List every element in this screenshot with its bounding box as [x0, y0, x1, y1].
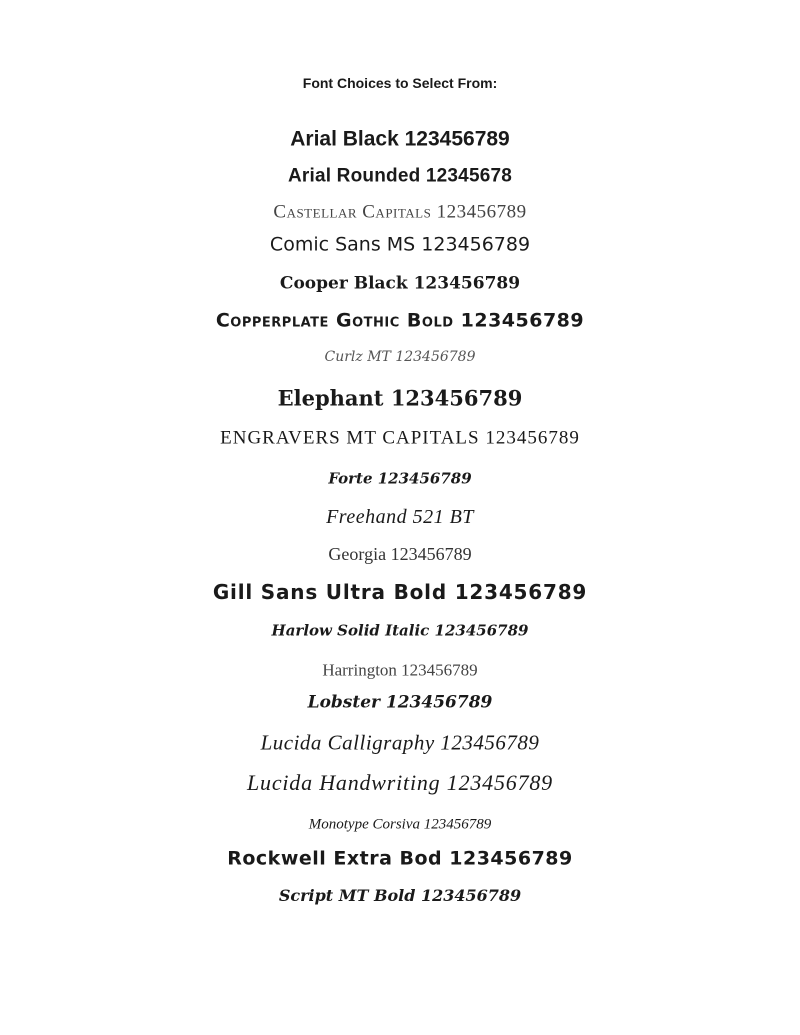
font-sample-lobster: Lobster 123456789	[307, 692, 493, 713]
font-sample-harlow-solid-italic: Harlow Solid Italic 123456789	[271, 621, 529, 640]
font-sample-curlz: Curlz MT 123456789	[324, 349, 476, 365]
font-sample-comic-sans: Comic Sans MS 123456789	[269, 233, 531, 256]
font-sample-harrington: Harrington 123456789	[322, 660, 478, 680]
page-title: Font Choices to Select From:	[302, 75, 498, 91]
font-sample-forte: Forte 123456789	[328, 469, 472, 488]
font-sample-freehand: Freehand 521 BT	[326, 506, 474, 528]
font-sample-script-mt-bold: Script MT Bold 123456789	[278, 886, 522, 905]
font-sample-cooper-black: Cooper Black 123456789	[279, 273, 521, 294]
font-sample-monotype-corsiva: Monotype Corsiva 123456789	[308, 816, 492, 833]
font-sample-arial-black: Arial Black 123456789	[290, 127, 510, 151]
font-sample-elephant: Elephant 123456789	[277, 385, 523, 411]
font-sample-georgia: Georgia 123456789	[328, 544, 472, 564]
font-sample-engravers: ENGRAVERS MT CAPITALS 123456789	[220, 427, 580, 449]
font-sample-copperplate-gothic: Copperplate Gothic Bold 123456789	[215, 309, 585, 332]
font-sample-lucida-calligraphy: Lucida Calligraphy 123456789	[260, 730, 540, 755]
font-sample-castellar: Castellar Capitals 123456789	[273, 201, 527, 223]
font-sample-gill-sans-ultra-bold: Gill Sans Ultra Bold 123456789	[212, 580, 588, 604]
font-sample-arial-rounded: Arial Rounded 12345678	[287, 165, 513, 187]
font-sample-rockwell-extra-bold: Rockwell Extra Bod 123456789	[227, 847, 573, 870]
font-sample-lucida-handwriting: Lucida Handwriting 123456789	[247, 770, 553, 795]
